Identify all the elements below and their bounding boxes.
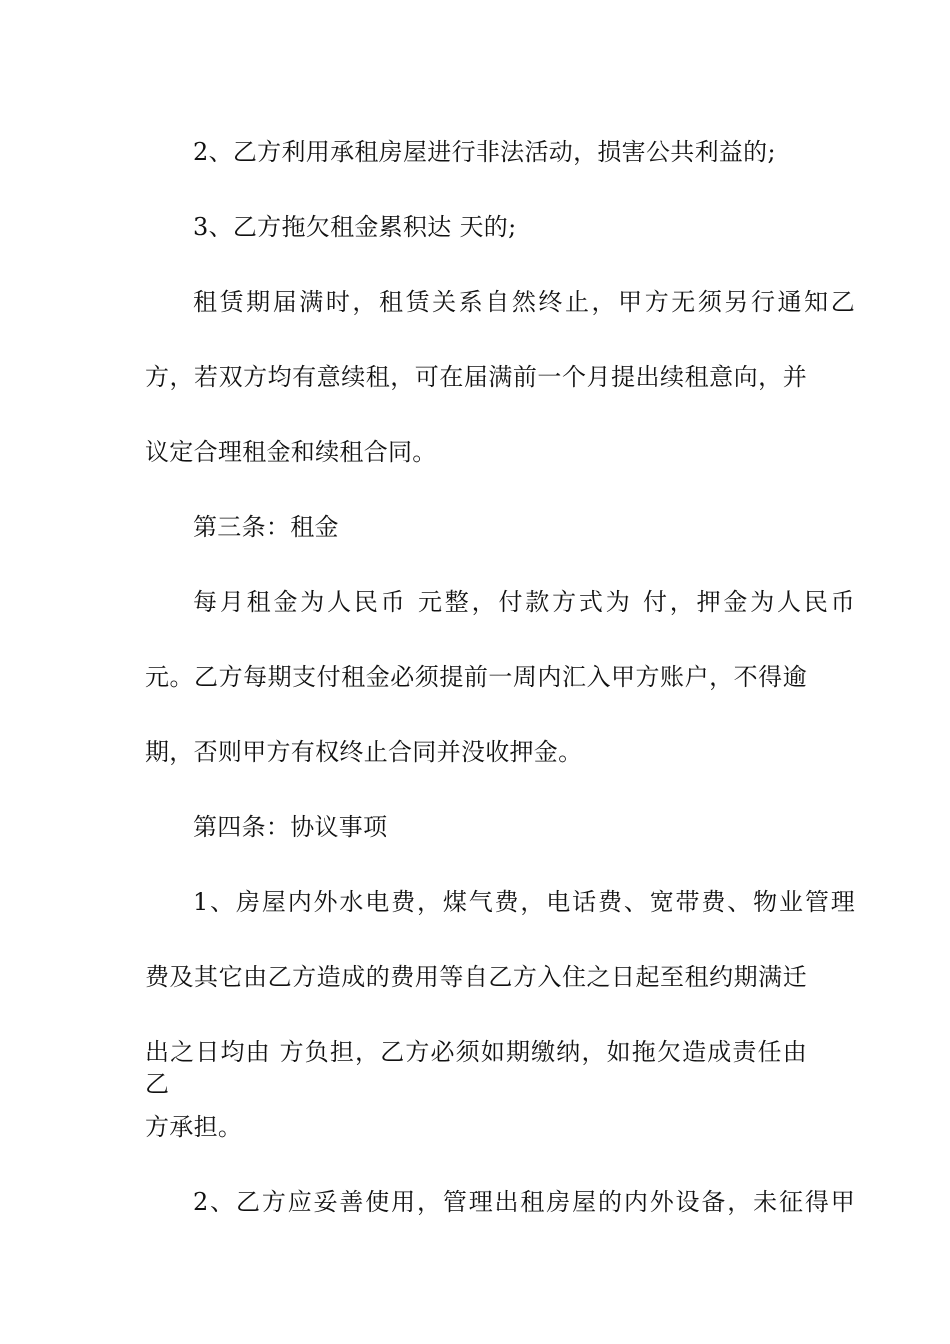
- article-3-heading: 第三条：租金: [193, 513, 339, 541]
- lease-expiry-paragraph-line-3: 议定合理租金和续租合同。: [145, 438, 437, 466]
- clause-3-termination-rent-arrears: 3、乙方拖欠租金累积达 天的;: [193, 213, 517, 241]
- utilities-clause-line-3: 出之日均由 方负担，乙方必须如期缴纳，如拖欠造成责任由乙: [145, 1038, 807, 1098]
- rent-paragraph-line-2: 元。乙方每期支付租金必须提前一周内汇入甲方账户，不得逾: [145, 663, 807, 691]
- rent-paragraph-line-1: 每月租金为人民币 元整，付款方式为 付，押金为人民币: [193, 588, 855, 616]
- utilities-clause-line-2: 费及其它由乙方造成的费用等自乙方入住之日起至租约期满迁: [145, 963, 807, 991]
- article-4-heading: 第四条：协议事项: [193, 813, 388, 841]
- rent-paragraph-line-3: 期，否则甲方有权终止合同并没收押金。: [145, 738, 583, 766]
- lease-expiry-paragraph-line-2: 方，若双方均有意续租，可在届满前一个月提出续租意向，并: [145, 363, 807, 391]
- utilities-clause-line-4: 方承担。: [145, 1113, 243, 1141]
- lease-expiry-paragraph-line-1: 租赁期届满时，租赁关系自然终止，甲方无须另行通知乙: [193, 288, 855, 316]
- facilities-clause-line-1: 2、乙方应妥善使用，管理出租房屋的内外设备，未征得甲: [193, 1188, 855, 1216]
- utilities-clause-line-1: 1、房屋内外水电费，煤气费，电话费、宽带费、物业管理: [193, 888, 855, 916]
- clause-2-termination-illegal-activity: 2、乙方利用承租房屋进行非法活动，损害公共利益的;: [193, 138, 776, 166]
